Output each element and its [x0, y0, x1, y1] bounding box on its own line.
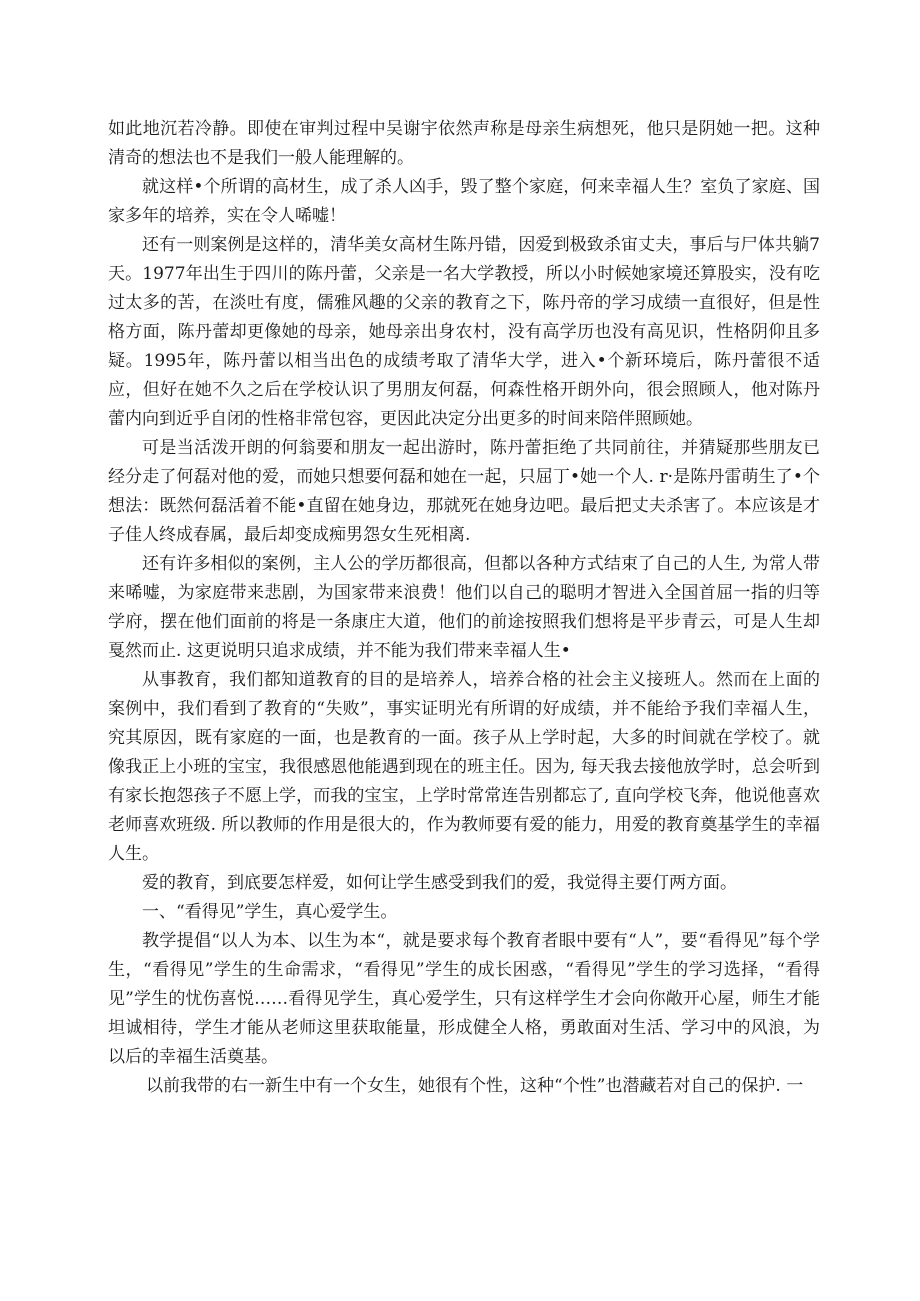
paragraph-5: 还有许多相似的案例，主人公的学历都很高，但都以各种方式结束了自己的人生, 为常人带来唏嘘，为家庭带来悲剧，为国家带来浪费！他们以自己的聪明才智进入全国首屈一指的归等学府，摆在他们面前的将是一条康庄大道，他们的前途按照我们想将是平步青云，可是人生却戛然而止. 这更说明只追求成绩，并不能为我们带来幸福人生• [108, 554, 820, 661]
section-heading: 一、“看得见”学生，真心爱学生。 [142, 902, 398, 922]
document-body [108, 115, 820, 1101]
paragraph-10: 以前我带的右一新生中有一个女生，她很有个性，这种“个性”也潜藏若对自己的保护. 一 [146, 1076, 804, 1096]
paragraph-9: 教学提倡“以人为本、以生为本“，就是要求每个教育者眼中要有“人”，要“看得见”每个学生，“看得见”学生的生命需求，“看得见”学生的成长困惑，“看得见”学生的学习选择，“看得见”学生的忧伤喜悦……看得见学生，真心爱学生，只有这样学生才会向你敞开心屋，师生才能坦诚相待，学生才能从老师这里获取能量，形成健全人格，勇敢面对生活、学习中的风浪，为以后的幸福生活奠基。 [108, 931, 820, 1067]
paragraph-3: 还有一则案例是这样的，清华美女高材生陈丹错，因爱到极致杀宙丈夫，事后与尸体共躺7天。1977年出生于四川的陈丹蕾，父亲是一名大学教授，所以小时候她家境还算股实，没有吃过太多的苦，在淡吐有度，儒雅风趣的父亲的教育之下，陈丹帝的学习成绩一直很好，但是性格方面，陈丹蕾却更像她的母亲，她母亲出身农村，没有高学历也没有高见识，性格阴仰且多疑。1995年，陈丹蕾以相当出色的成绩考取了清华大学，进入•个新环境后，陈丹蕾很不适应，但好在她不久之后在学校认识了男朋友何磊，何森性格开朗外向，很会照顾人，他对陈丹蕾内向到近乎自闭的性格非常包容，更因此决定分出更多的时间来陪伴照顾她。 [108, 235, 820, 429]
paragraph-4: 可是当活泼开朗的何翁要和朋友一起出游时，陈丹蕾拒绝了共同前往，并猜疑那些朋友已经分走了何磊对他的爱，而她只想要何磊和她在一起，只屈丁•她一个人. r·是陈丹雷萌生了•个想法：既然何磊活着不能•直留在她身边，那就死在她身边吧。最后把丈夫杀害了。本应该是才子佳人终成春属，最后却变成痴男怨女生死相离. [108, 438, 820, 545]
paragraph-2: 就这样•个所谓的高材生，成了杀人凶手，毁了整个家庭，何来幸福人生？室负了家庭、国家多年的培养，实在令人唏嘘！ [108, 177, 820, 226]
paragraph-1: 如此地沉若冷静。即使在审判过程中吴谢宇依然声称是母亲生病想死，他只是阴她一把。这种清奇的想法也不是我们一般人能理解的。 [108, 119, 820, 168]
paragraph-6: 从事教育，我们都知道教育的目的是培养人，培养合格的社会主义接班人。然而在上面的案例中，我们看到了教育的“失败”，事实证明光有所谓的好成绩，并不能给予我们幸福人生，究其原因，既有家庭的一面，也是教育的一面。孩子从上学时起，大多的时间就在学校了。就像我正上小班的宝宝，我很感恩他能遇到现在的班主任。因为, 每天我去接他放学时，总会听到有家长抱怨孩子不愿上学，而我的宝宝，上学时常常连告别都忘了, 直向学校飞奔，他说他喜欢老师喜欢班级. 所以教师的作用是很大的，作为教师要有爱的能力，用爱的教育奠基学生的幸福人生。 [108, 670, 820, 864]
paragraph-7: 爱的教育，到底要怎样爱，如何让学生感受到我们的爱，我觉得主要仃两方面。 [142, 873, 737, 893]
